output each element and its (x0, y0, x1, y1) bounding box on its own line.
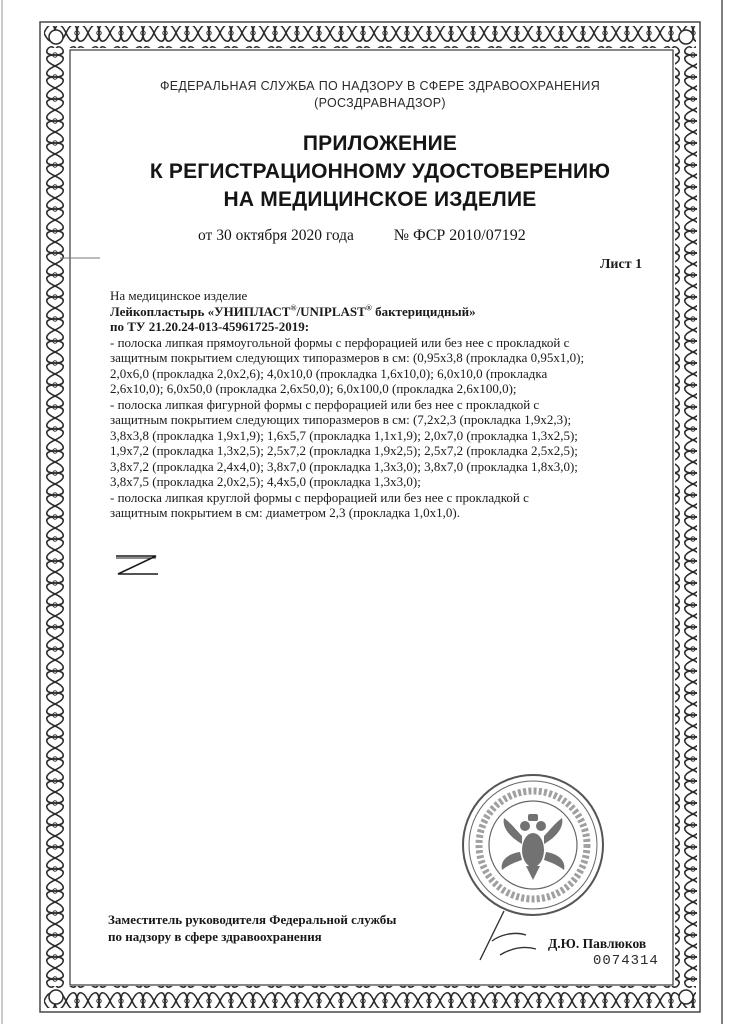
item-line: - полоска липкая прямоугольной формы с перфорацией или без нее с прокладкой с (110, 334, 570, 350)
signatory-name: Д.Ю. Павлюков (548, 936, 647, 951)
device-spec: по ТУ 21.20.24-013-45961725-2019: (110, 319, 310, 334)
device-name: Лейкопластырь «УНИПЛАСТ®/UNIPLAST® бактерицидный» (110, 303, 476, 319)
list-item (110, 335, 650, 397)
signatory-position (108, 911, 396, 945)
authority-name: ФЕДЕРАЛЬНАЯ СЛУЖБА ПО НАДЗОРУ В СФЕРЕ ЗДРАВООХРАНЕНИЯ (159, 79, 601, 93)
item-line: 2,0х6,0 (прокладка 2,0х2,6); 4,0х10,0 (прокладка 1,6х10,0); 6,0х10,0 (прокладка (110, 365, 548, 381)
official-seal-icon (458, 770, 608, 920)
list-item (110, 490, 650, 521)
registration-line (198, 227, 526, 245)
item-line: 3,8х7,5 (прокладка 2,0х2,5); 4,4х5,0 (прокладка 1,3х3,0); (110, 474, 421, 489)
item-line: - полоска липкая круглой формы с перфорацией или без нее с прокладкой с (110, 489, 529, 505)
end-of-text-mark (112, 552, 162, 578)
issuing-authority (110, 78, 650, 112)
authority-abbreviation: (РОСЗДРАВНАДЗОР) (314, 96, 446, 110)
document-title (110, 130, 650, 214)
position-line-1: Заместитель руководителя Федеральной службы (108, 912, 397, 927)
sheet-number: Лист 1 (600, 257, 643, 272)
title-line-3: НА МЕДИЦИНСКОЕ ИЗДЕЛИЕ (223, 188, 537, 211)
item-line: защитным покрытием следующих типоразмеров в см: (0,95х3,8 (прокладка 0,95х1,0); (110, 350, 585, 365)
item-line: 3,8х7,2 (прокладка 2,4х4,0); 3,8х7,0 (прокладка 1,3х3,0); 3,8х7,0 (прокладка 1,8х3,0); (110, 458, 578, 474)
item-line: защитным покрытием следующих типоразмеров в см: (7,2х2,3 (прокладка 1,9х2,3); (110, 412, 572, 427)
item-line: 3,8х3,8 (прокладка 1,9х1,9); 1,6х5,7 (прокладка 1,1х1,9); 2,0х7,0 (прокладка 1,3х2,5); (110, 427, 578, 443)
position-line-2: по надзору в сфере здравоохранения (108, 929, 322, 944)
registration-number: № ФСР 2010/07192 (393, 227, 526, 244)
item-line: - полоска липкая фигурной формы с перфорацией или без нее с прокладкой с (110, 396, 540, 412)
handwritten-signature (470, 905, 550, 965)
title-line-2: К РЕГИСТРАЦИОННОМУ УДОСТОВЕРЕНИЮ (149, 160, 611, 183)
form-serial-number: 0074314 (593, 953, 659, 969)
list-item (110, 397, 650, 490)
item-line: 2,6х10,0); 6,0х50,0 (прокладка 2,6х50,0); 6,0х100,0 (прокладка 2,6х100,0); (110, 381, 517, 396)
registration-date: от 30 октября 2020 года (198, 227, 354, 244)
title-line-1: ПРИЛОЖЕНИЕ (302, 132, 458, 155)
device-intro: На медицинское изделие (110, 288, 248, 303)
document-body (110, 288, 650, 521)
item-line: 1,9х7,2 (прокладка 1,3х2,5); 2,5х7,2 (прокладка 1,9х2,5); 2,5х7,2 (прокладка 2,5х2,5); (110, 443, 578, 458)
item-line: защитным покрытием в см: диаметром 2,3 (прокладка 1,0х1,0). (110, 505, 460, 520)
